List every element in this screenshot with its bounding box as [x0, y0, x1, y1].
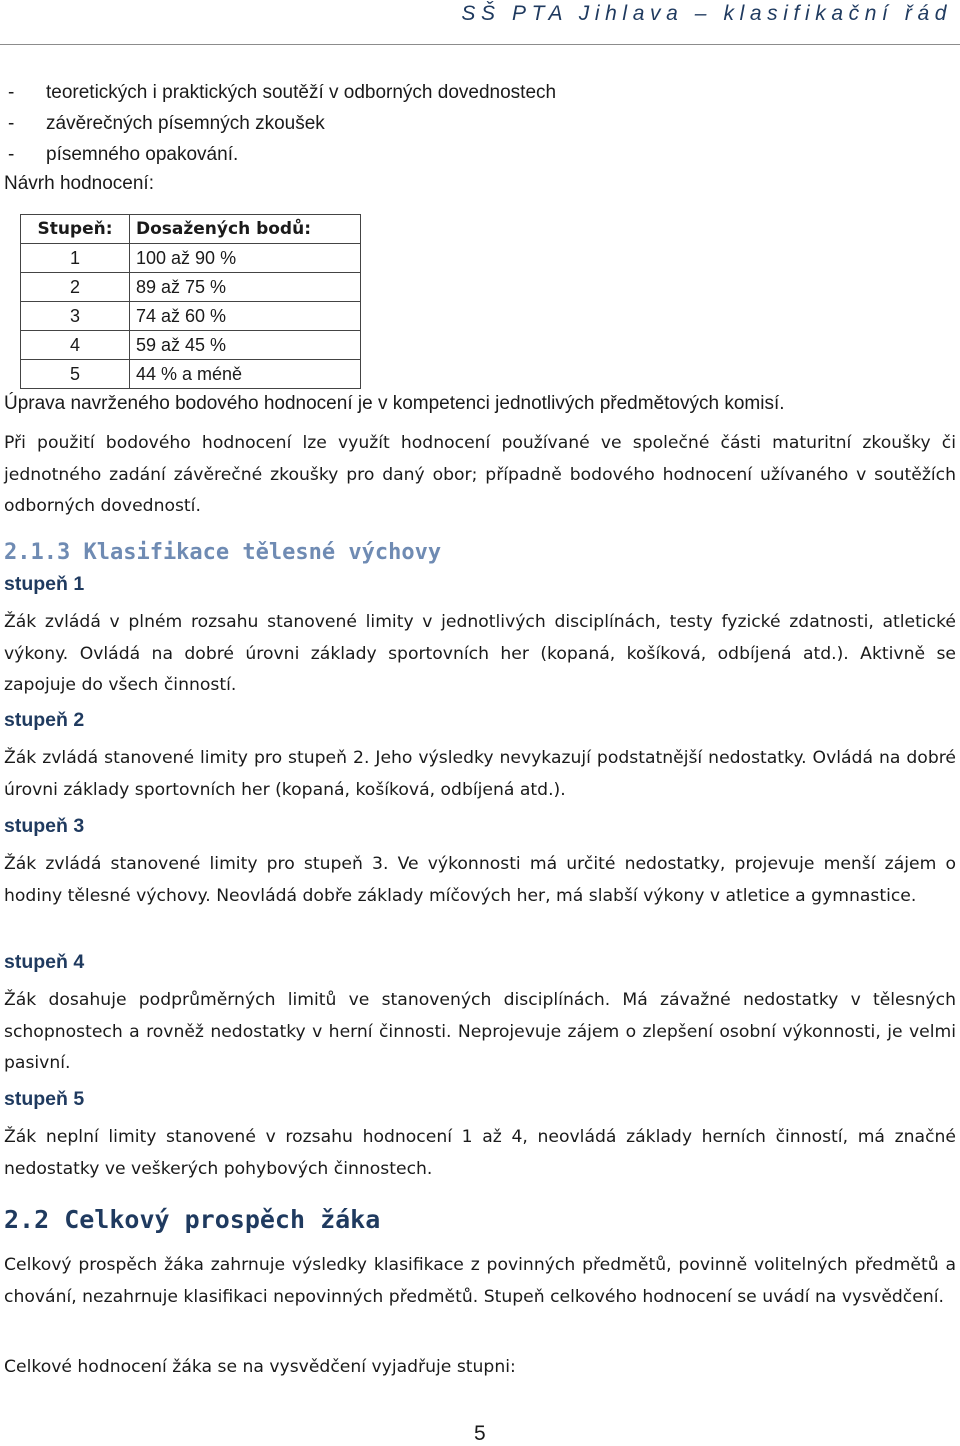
grade-cell: 4 — [21, 331, 130, 360]
grade-description-5: Žák neplní limity stanovené v rozsahu hodnocení 1 až 4, neovládá základy herních činností, má značné nedostatky ve veškerých pohybových činnostech. — [4, 1127, 956, 1179]
points-note: Při použití bodového hodnocení lze využít hodnocení používané ve společné části maturitní zkoušky či jednotného zadání závěrečné zkoušky pro daný obor; případně bodového hodnocení užívaného v soutěžích odborných dovedností. — [4, 433, 956, 516]
adjust-note: Úprava navrženého bodového hodnocení je v kompetenci jednotlivých předmětových komisí. — [4, 393, 785, 414]
list-item-text: závěrečných písemných zkoušek — [46, 113, 325, 134]
bullet-dash: - — [8, 82, 15, 103]
table-row — [21, 273, 361, 302]
points-cell: 74 až 60 % — [130, 302, 361, 331]
grade-heading-4: stupeň 4 — [4, 951, 85, 973]
section-heading-pe: 2.1.3 Klasifikace tělesné výchovy — [4, 540, 442, 565]
overall-paragraph: Celkový prospěch žáka zahrnuje výsledky klasifikace z povinných předmětů, povinně volitelných předmětů a chování, nezahrnuje klasifikaci nepovinných předmětů. Stupeň celkového hodnocení se uvádí na vysvědčení. — [4, 1255, 956, 1307]
column-header-grade: Stupeň: — [21, 215, 130, 244]
points-cell: 59 až 45 % — [130, 331, 361, 360]
points-cell: 89 až 75 % — [130, 273, 361, 302]
column-header-points: Dosažených bodů: — [130, 215, 361, 244]
table-header-row — [21, 215, 361, 244]
grade-heading-2: stupeň 2 — [4, 709, 85, 731]
grade-description-3: Žák zvládá stanovené limity pro stupeň 3. Ve výkonnosti má určité nedostatky, projevuje menší zájem o hodiny tělesné výchovy. Neovládá dobře základy míčových her, má slabší výkony v atletice a gymnastice. — [4, 854, 956, 906]
proposal-label: Návrh hodnocení: — [4, 173, 154, 194]
list-item-text: teoretických i praktických soutěží v odborných dovednostech — [46, 82, 557, 103]
grade-description-4: Žák dosahuje podprůměrných limitů ve stanovených disciplínách. Má závažné nedostatky v tělesných schopnostech a rovněž nedostatky v herní činnosti. Neprojevuje zájem o zlepšení osobní výkonnosti, je velmi pasivní. — [4, 990, 956, 1073]
grade-heading-3: stupeň 3 — [4, 815, 85, 837]
bullet-list — [8, 77, 556, 170]
list-item — [8, 108, 556, 139]
table-row — [21, 302, 361, 331]
grade-heading-1: stupeň 1 — [4, 573, 85, 595]
grade-cell: 2 — [21, 273, 130, 302]
table-row — [21, 244, 361, 273]
bullet-dash: - — [8, 144, 15, 165]
grade-table — [20, 214, 361, 389]
document-header: SŠ PTA Jihlava – klasifikační řád — [461, 2, 952, 25]
section-heading-overall: 2.2 Celkový prospěch žáka — [4, 1205, 381, 1234]
grade-description-1: Žák zvládá v plném rozsahu stanovené limity v jednotlivých disciplínách, testy fyzické zdatnosti, atletické výkony. Ovládá na dobré úrovni základy sportovních her (kopaná, košíková, odbíjená atd.). Aktivně se zapojuje do všech činností. — [4, 612, 956, 695]
grade-description-2: Žák zvládá stanovené limity pro stupeň 2. Jeho výsledky nevykazují podstatnější nedostatky. Ovládá na dobré úrovni základy sportovních her (kopaná, košíková, odbíjená atd.). — [4, 748, 956, 800]
list-item — [8, 77, 556, 108]
list-item-text: písemného opakování. — [46, 144, 239, 165]
page-number: 5 — [474, 1422, 486, 1445]
points-cell: 100 až 90 % — [130, 244, 361, 273]
grade-cell: 5 — [21, 360, 130, 389]
list-item — [8, 139, 556, 170]
grade-cell: 1 — [21, 244, 130, 273]
table-row — [21, 331, 361, 360]
bullet-dash: - — [8, 113, 15, 134]
header-divider — [0, 44, 960, 45]
grade-cell: 3 — [21, 302, 130, 331]
table-row — [21, 360, 361, 389]
points-cell: 44 % a méně — [130, 360, 361, 389]
grade-heading-5: stupeň 5 — [4, 1088, 85, 1110]
overall-grades-intro: Celkové hodnocení žáka se na vysvědčení vyjadřuje stupni: — [4, 1357, 516, 1377]
